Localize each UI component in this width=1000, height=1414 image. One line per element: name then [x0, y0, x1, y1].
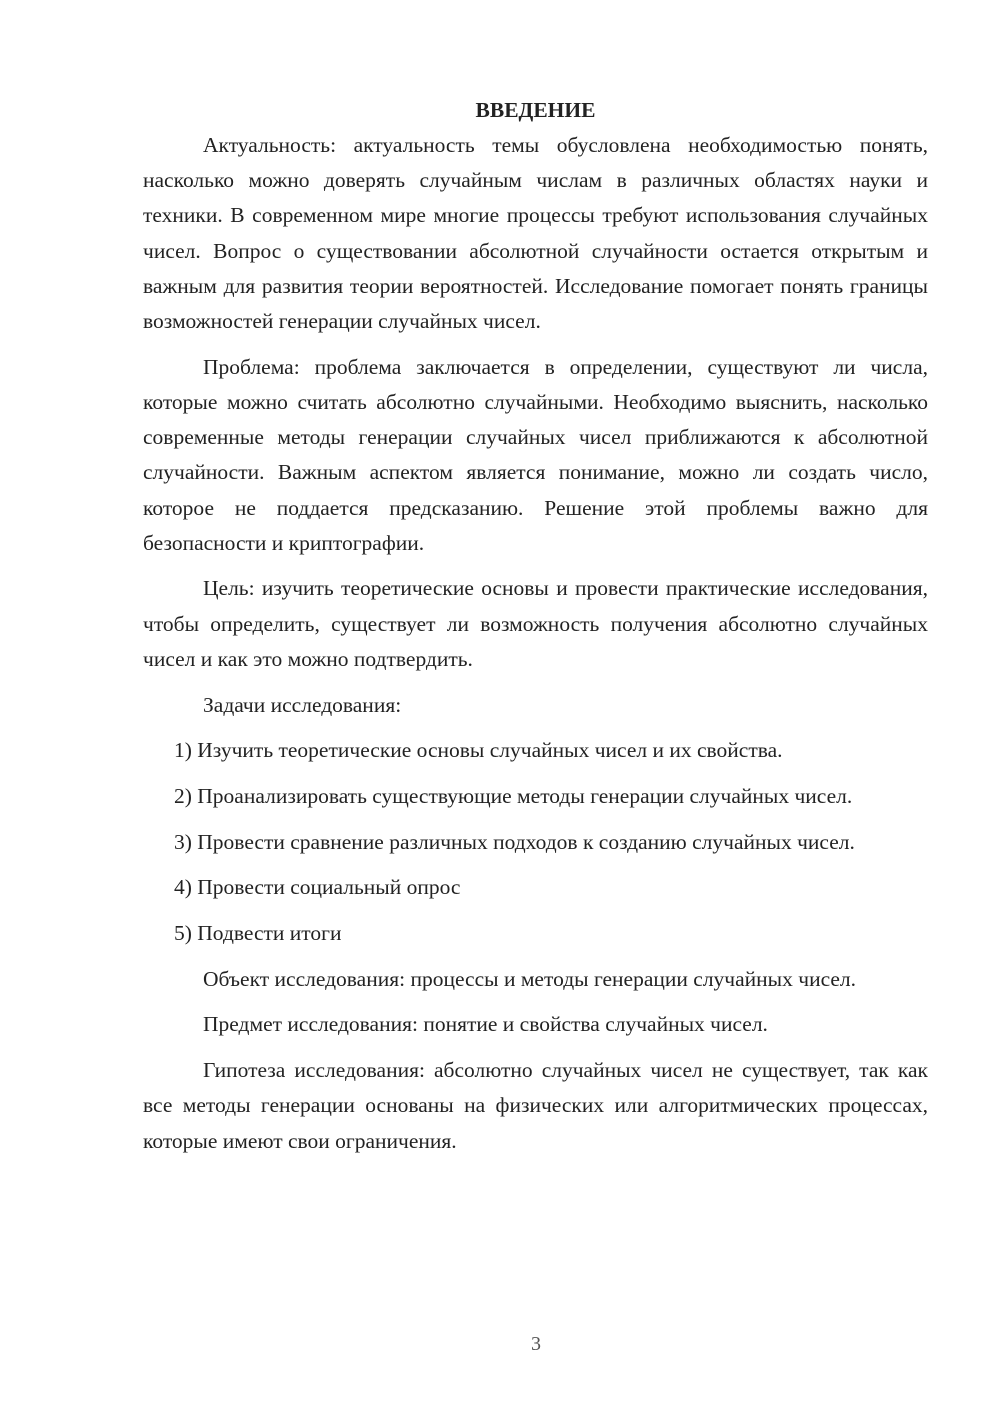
section-title: ВВЕДЕНИЕ	[475, 98, 596, 122]
document-body	[143, 93, 928, 1169]
task-item-4: 4) Провести социальный опрос	[174, 875, 461, 900]
relevance-paragraph: Актуальность: актуальность темы обусловлена необходимостью понять, насколько можно доверять случайным числам в различных областях науки и техники. В современном мире многие процессы требуют использования случайных чисел. Вопрос о существовании абсолютной случайности остается открытым и важным для развития теории вероятностей. Исследование помогает понять границы возможностей генерации случайных чисел.	[143, 133, 928, 334]
page-number: 3	[531, 1333, 541, 1355]
object-paragraph: Объект исследования: процессы и методы генерации случайных чисел.	[203, 966, 857, 991]
problem-paragraph: Проблема: проблема заключается в определении, существуют ли числа, которые можно считать абсолютно случайными. Необходимо выяснить, насколько современные методы генерации случайных чисел приближаются к абсолютной случайности. Важным аспектом является понимание, можно ли создать число, которое не поддается предсказанию. Решение этой проблемы важно для безопасности и криптографии.	[143, 354, 928, 555]
task-item-2: 2) Проанализировать существующие методы генерации случайных чисел.	[174, 783, 853, 808]
goal-paragraph: Цель: изучить теоретические основы и провести практические исследования, чтобы определить, существует ли возможность получения абсолютно случайных чисел и как это можно подтвердить.	[143, 576, 928, 671]
task-item-1: 1) Изучить теоретические основы случайных чисел и их свойства.	[174, 738, 783, 763]
subject-paragraph: Предмет исследования: понятие и свойства случайных чисел.	[203, 1012, 768, 1037]
task-item-3: 3) Провести сравнение различных подходов к созданию случайных чисел.	[174, 829, 855, 854]
hypothesis-paragraph: Гипотеза исследования: абсолютно случайных чисел не существует, так как все методы генерации основаны на физических или алгоритмических процессах, которые имеют свои ограничения.	[143, 1058, 928, 1153]
task-item-5: 5) Подвести итоги	[174, 921, 342, 946]
tasks-heading: Задачи исследования:	[203, 692, 402, 717]
